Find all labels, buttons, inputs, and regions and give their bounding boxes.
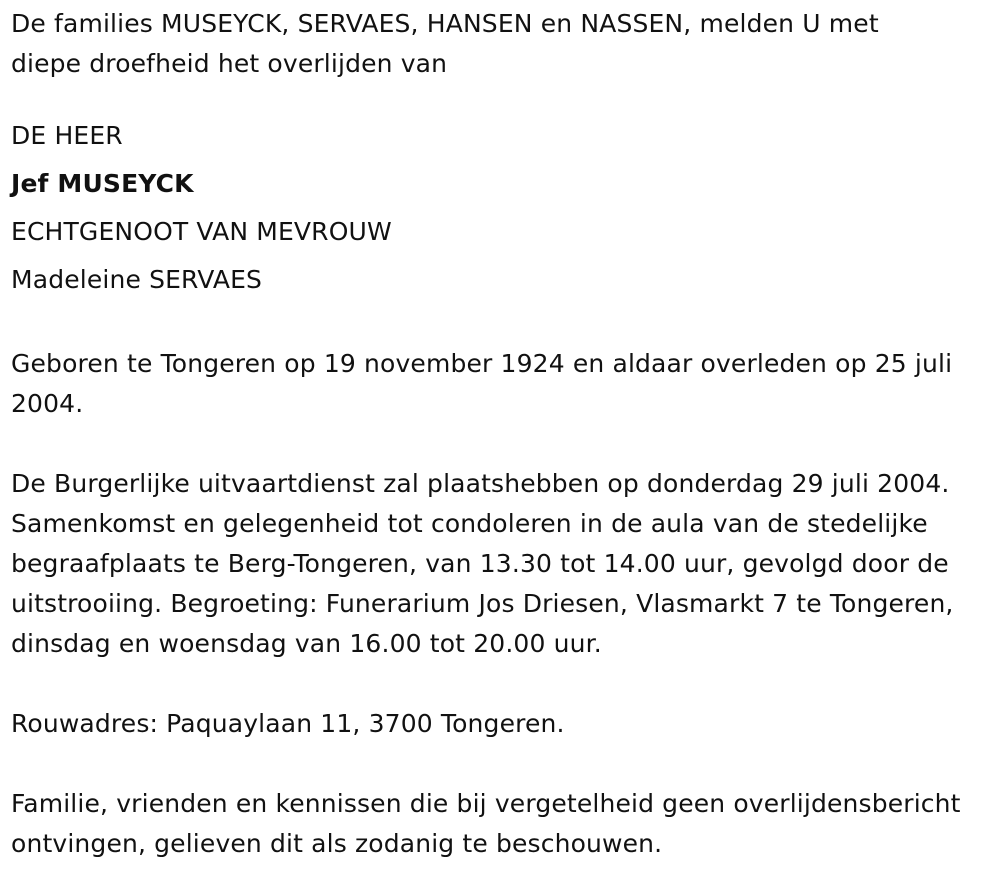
honorific-title: DE HEER bbox=[11, 121, 123, 150]
obituary-notice bbox=[11, 4, 991, 864]
spacer bbox=[11, 84, 991, 112]
birth-death-paragraph: Geboren te Tongeren op 19 november 1924 en aldaar overleden op 25 juli 2004. bbox=[11, 349, 953, 418]
spouse-label: ECHTGENOOT VAN MEVROUW bbox=[11, 217, 392, 246]
spacer bbox=[11, 304, 991, 344]
address-paragraph: Rouwadres: Paquaylaan 11, 3700 Tongeren. bbox=[11, 709, 565, 738]
intro-paragraph: De families MUSEYCK, SERVAES, HANSEN en NASSEN, melden U met diepe droefheid het overlijden van bbox=[11, 9, 879, 78]
spacer bbox=[11, 664, 991, 704]
spouse-name: Madeleine SERVAES bbox=[11, 265, 263, 294]
closing-paragraph: Familie, vrienden en kennissen die bij vergetelheid geen overlijdensbericht ontvingen, gelieven dit als zodanig te beschouwen. bbox=[11, 789, 961, 858]
deceased-name: Jef MUSEYCK bbox=[11, 169, 194, 198]
spacer bbox=[11, 424, 991, 464]
name-block bbox=[11, 112, 991, 304]
spacer bbox=[11, 744, 991, 784]
ceremony-paragraph: De Burgerlijke uitvaartdienst zal plaatshebben op donderdag 29 juli 2004. Samenkomst en gelegenheid tot condoleren in de aula van de stedelijke begraafplaats te Berg-Tongeren, van 13.30 tot 14.00 uur, gevolgd door de uitstrooiing. Begroeting: Funerarium Jos Driesen, Vlasmarkt 7 te Tongeren, dinsdag en woensdag van 16.00 tot 20.00 uur. bbox=[11, 469, 954, 658]
